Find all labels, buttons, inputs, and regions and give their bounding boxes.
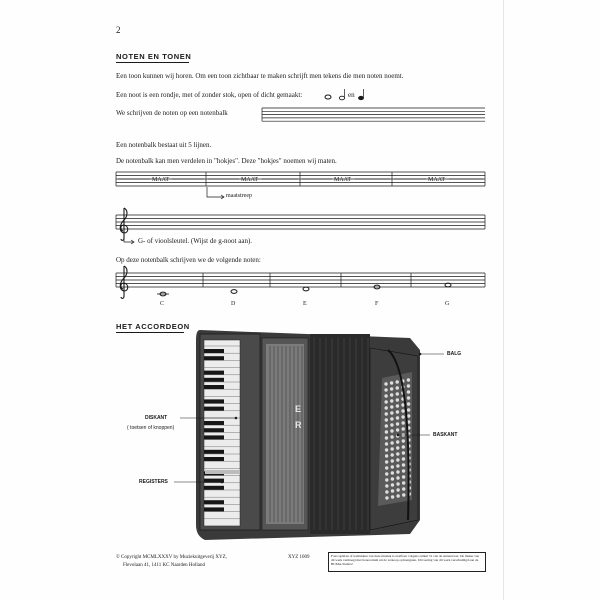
measure-label-4: MAAT (428, 177, 446, 183)
bass-button (396, 494, 399, 497)
bass-button (402, 427, 405, 430)
bass-button (385, 454, 388, 457)
bass-button (384, 382, 387, 385)
bass-button (407, 378, 410, 381)
bellows (310, 334, 370, 534)
bass-button (385, 442, 388, 445)
grille-letter: E (295, 404, 302, 414)
bass-button (396, 404, 399, 407)
black-key (204, 421, 224, 425)
bass-button (385, 448, 388, 451)
black-key (204, 500, 224, 504)
copyright-notice-box: Fotocopiëren of nadrukken van deze muziek is strafbaar volgens artikel 31 van de Auteurswet. De maker van dit werk vermaagt met honorarium uit de verkoop opbrengsten. Uitvoering van dit werk verschuldigd aan de BUMA-Stemra! (328, 552, 486, 572)
staff-notes (116, 273, 485, 296)
bass-button (402, 475, 405, 478)
bass-button (390, 399, 393, 402)
black-key (204, 435, 224, 439)
section-heading-notes: NOTEN EN TONEN (116, 52, 192, 61)
bass-button (385, 436, 388, 439)
black-key (204, 507, 224, 511)
treble-clef-icon (120, 266, 128, 298)
black-key (204, 371, 224, 375)
label-balg: BALG (447, 351, 462, 357)
bass-button (401, 415, 404, 418)
bass-button (396, 392, 399, 395)
bass-button (385, 430, 388, 433)
bass-button (402, 487, 405, 490)
black-key (204, 486, 224, 490)
bass-button (385, 406, 388, 409)
bass-button (396, 398, 399, 401)
bass-button (391, 471, 394, 474)
bass-button (402, 457, 405, 460)
label-diskant: DISKANT (145, 415, 168, 421)
text-line-3: We schrijven de noten op een notenbalk (116, 109, 228, 117)
note-name-e: E (303, 301, 307, 307)
black-key (204, 399, 224, 403)
bass-button (384, 394, 387, 397)
bass-button (396, 440, 399, 443)
bass-button (385, 412, 388, 415)
measure-label-1: MAAT (152, 177, 170, 183)
text-line-6: Op deze notenbalk schrijven we de volgende noten: (116, 256, 261, 264)
bass-button (390, 393, 393, 396)
black-key (204, 349, 224, 353)
half-note-icon (339, 89, 344, 100)
note-name-d: D (231, 301, 236, 307)
bass-button (407, 408, 410, 411)
treble-clef-icon (120, 208, 128, 240)
black-key (204, 450, 224, 454)
measure-label-2: MAAT (241, 177, 259, 183)
bass-button (396, 458, 399, 461)
bass-button (384, 400, 387, 403)
bass-button (390, 441, 393, 444)
bass-button (390, 429, 393, 432)
bass-button (390, 417, 393, 420)
bass-button (402, 463, 405, 466)
grille-letter: R (295, 420, 302, 430)
bass-button (402, 451, 405, 454)
bass-button (396, 428, 399, 431)
bass-button (384, 388, 387, 391)
bass-button (390, 405, 393, 408)
text-and: en (348, 91, 355, 99)
bass-button (396, 476, 399, 479)
note-name-g: G (445, 301, 450, 307)
bass-button (391, 477, 394, 480)
text-line-4: Een notenbalk bestaat uit 5 lijnen. (116, 141, 212, 149)
black-key (204, 378, 224, 382)
bass-button (396, 482, 399, 485)
bass-button (391, 465, 394, 468)
bass-button (407, 384, 410, 387)
bass-button (390, 447, 393, 450)
bass-button (396, 446, 399, 449)
note-name-c: C (160, 301, 165, 307)
staff-1 (262, 108, 485, 121)
accordion-illustration (196, 330, 420, 540)
staff-measures (116, 172, 485, 199)
whole-note-icon (325, 95, 331, 99)
label-baskant: BASKANT (433, 432, 458, 438)
bass-button (402, 481, 405, 484)
bass-button (391, 453, 394, 456)
bass-button (396, 470, 399, 473)
label-registers: REGISTERS (139, 479, 168, 485)
black-key (204, 407, 224, 411)
black-key (204, 356, 224, 360)
bass-button (385, 484, 388, 487)
bass-button (407, 396, 410, 399)
note-e (303, 287, 309, 291)
bass-button (385, 424, 388, 427)
black-key (204, 457, 224, 461)
note-name-f: F (375, 301, 379, 307)
bass-button (385, 490, 388, 493)
bass-button (402, 469, 405, 472)
bass-button (385, 478, 388, 481)
black-key (204, 428, 224, 432)
measure-label-3: MAAT (334, 177, 352, 183)
staff-clef (116, 215, 485, 244)
bass-button (385, 418, 388, 421)
bass-button (390, 411, 393, 414)
bass-button (391, 489, 394, 492)
bass-button (390, 387, 393, 390)
bass-button (401, 421, 404, 424)
bass-button (390, 381, 393, 384)
quarter-note-icon (358, 89, 363, 100)
text-line-1: Een toon kunnen wij horen. Om een toon zichtbaar te maken schrijft men tekens die men noten noemt. (116, 72, 404, 80)
bass-button (407, 402, 410, 405)
bass-button (385, 460, 388, 463)
bass-button (391, 459, 394, 462)
bass-button (407, 414, 410, 417)
bass-button (402, 439, 405, 442)
bass-button (402, 445, 405, 448)
bass-button (390, 423, 393, 426)
bass-button (396, 410, 399, 413)
black-key (204, 385, 224, 389)
bass-button (402, 493, 405, 496)
copyright-line-1: © Copyright MCMLXXXV by Muziekuitgeverij XYZ, (116, 555, 227, 560)
bass-button (407, 390, 410, 393)
bass-button (385, 466, 388, 469)
clef-pointer (124, 229, 134, 242)
bass-button (396, 380, 399, 383)
bass-button (396, 488, 399, 491)
clef-description: G- of vioolsleutel. (Wijst de g-noot aan). (138, 237, 253, 245)
bass-button (385, 496, 388, 499)
label-diskant-sub: ( toetsen of knoppen) (127, 425, 175, 431)
barline-label: maatstreep (226, 193, 252, 199)
bass-button (401, 409, 404, 412)
bass-button (390, 435, 393, 438)
bass-button (385, 472, 388, 475)
bass-button (396, 464, 399, 467)
bass-button (396, 452, 399, 455)
keyboard (204, 340, 240, 526)
text-line-2: Een noot is een rondje, met of zonder stok, open of dicht gemaakt: (116, 91, 303, 99)
bass-button (396, 416, 399, 419)
page-number: 2 (116, 25, 121, 35)
catalog-number: XYZ 1009 (288, 555, 310, 560)
copyright-line-2: Flevolaan 41, 1411 KC Naarden Holland (123, 563, 206, 568)
text-line-5: De notenbalk kan men verdelen in "hokjes". Deze "hokjes" noemen wij maten. (116, 157, 337, 165)
bass-button (396, 422, 399, 425)
bass-button (391, 495, 394, 498)
note-d (231, 290, 237, 294)
bass-button (391, 483, 394, 486)
bass-button (396, 386, 399, 389)
section-heading-accordion: HET ACCORDEON (116, 322, 190, 331)
